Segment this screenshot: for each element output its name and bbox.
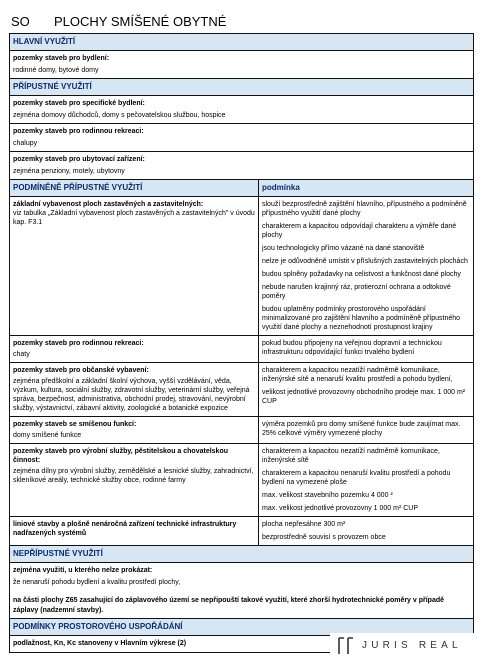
logo-text: JURIS REAL bbox=[362, 640, 462, 651]
conditional-use-label: liniové stavby a plošně nenáročná zařízení technické infrastruktury nadřazených systémů bbox=[13, 521, 237, 537]
conditional-use-cell bbox=[10, 444, 259, 516]
condition-text: charakterem a kapacitou nezatíží nadměrně komunikace, inženýrské sítě bbox=[262, 448, 440, 464]
prohibited-use-text: že nenaruší pohodu bydlení a kvalitu prostředí plochy, bbox=[13, 578, 181, 586]
prohibited-use-block bbox=[9, 563, 474, 619]
condition-cell bbox=[259, 417, 473, 443]
condition-cell bbox=[259, 517, 473, 545]
conditional-use-text: viz tabulka „Základní vybavenost ploch zastavěných a zastavitelných" v úvodu kap. F3.1 bbox=[13, 210, 255, 226]
condition-text: charakterem a kapacitou nenaruší kvalitu prostředí a pohodu bydlení na vymezené ploše bbox=[262, 470, 451, 486]
main-use-label: pozemky staveb pro bydlení: bbox=[13, 55, 110, 62]
condition-text: jsou technologicky přímo vázané na dané stanoviště bbox=[262, 245, 425, 252]
permitted-use-item bbox=[9, 152, 474, 180]
conditional-use-cell bbox=[10, 197, 259, 335]
conditional-use-label: základní vybavenost ploch zastavěných a zastavitelných: bbox=[13, 201, 204, 208]
permitted-use-label: pozemky staveb pro rodinnou rekreaci: bbox=[13, 128, 144, 135]
condition-text: max. velikost stavebního pozemku 4 000 ² bbox=[262, 492, 393, 499]
permitted-use-text: chalupy bbox=[13, 139, 38, 147]
condition-text: budou uplatněny podmínky prostorového uspořádání minimalizované pro zajištění hlavního a podmíněně přípustného využití dané plochy a neznehodnotí prostupnost krajiny bbox=[262, 306, 461, 331]
conditional-use-row bbox=[9, 517, 474, 546]
conditional-use-text: chaty bbox=[13, 351, 30, 358]
condition-text: charakterem a kapacitou nezatíží nadměrně komunikace, inženýrské sítě a nenaruší kvalitu prostředí a pohodu bydlení, bbox=[262, 367, 453, 383]
conditional-use-row bbox=[9, 363, 474, 417]
main-use-block bbox=[9, 51, 474, 79]
conditional-use-label: pozemky staveb pro výrobní služby, pěstitelskou a chovatelskou činnost: bbox=[13, 448, 228, 464]
condition-cell bbox=[259, 363, 473, 416]
condition-text: nebude narušen krajinný ráz, protierozní ochrana a odtokové poměry bbox=[262, 284, 451, 300]
conditional-use-row bbox=[9, 336, 474, 363]
condition-text: charakterem a kapacitou odpovídají charakteru a výměře dané plochy bbox=[262, 223, 457, 239]
conditional-use-heading: PODMÍNĚNĚ PŘÍPUSTNÉ VYUŽITÍ bbox=[10, 180, 259, 196]
condition-cell bbox=[259, 336, 473, 362]
conditional-use-label: pozemky staveb pro rodinnou rekreaci: bbox=[13, 340, 144, 347]
page-header bbox=[9, 12, 474, 32]
conditional-use-cell bbox=[10, 417, 259, 443]
permitted-use-text: zejména domovy důchodců, domy s pečovatelskou službou, hospice bbox=[13, 111, 226, 119]
plot-title: PLOCHY SMÍŠENÉ OBYTNÉ bbox=[54, 14, 227, 29]
plot-code: SO bbox=[11, 14, 30, 29]
permitted-use-item bbox=[9, 96, 474, 124]
section-heading-prohibited-use: NEPŘÍPUSTNÉ VYUŽITÍ bbox=[9, 546, 474, 563]
section-heading-spatial-conditions: PODMÍNKY PROSTOROVÉHO USPOŘÁDÁNÍ bbox=[9, 619, 474, 636]
conditional-use-cell bbox=[10, 336, 259, 362]
logo-mark-icon bbox=[336, 636, 356, 656]
prohibited-use-label: zejména využití, u kterého nelze prokázat: bbox=[13, 567, 153, 574]
company-logo bbox=[330, 633, 475, 659]
conditional-use-text: domy smíšené funkce bbox=[13, 432, 82, 439]
conditional-use-label: pozemky staveb pro občanské vybavení: bbox=[13, 367, 149, 374]
permitted-use-label: pozemky staveb pro specifické bydlení: bbox=[13, 100, 145, 107]
prohibited-use-note: na části plochy Z65 zasahující do záplavového území se nepřipouští takové využití, které zhorší hydrotechnické poměry v případě záplavy (nadzemní stavby). bbox=[13, 597, 445, 614]
condition-text: plocha nepřesáhne 300 m² bbox=[262, 521, 346, 528]
conditional-use-row bbox=[9, 444, 474, 517]
condition-text: pokud budou připojeny na veřejnou dopravní a technickou infrastrukturu odpovídající funkci trvalého bydlení bbox=[262, 340, 442, 356]
conditional-use-text: zejména předškolní a základní školní výchova, vyšší vzdělávání, věda, výzkum, kultura, sociální služby, zdravotní služby, veterinární služby, veřejná správa, bezpečnost, administrativa, obchodní prodej, stravování, nevýrobní služby, výstavnictví, zábavní aktivity, zoologické a botanické expozice bbox=[13, 378, 250, 412]
conditional-use-row bbox=[9, 197, 474, 336]
conditional-use-row bbox=[9, 417, 474, 444]
condition-text: bezprostředně souvisí s provozem obce bbox=[262, 534, 386, 541]
condition-text: výměra pozemků pro domy smíšené funkce bude zaujímat max. 25% celkové výměry vymezené plochy bbox=[262, 421, 461, 437]
condition-text: slouží bezprostředně zajištění hlavního, přípustného a podmíněně přípustného využití dané plochy bbox=[262, 201, 467, 217]
permitted-use-item bbox=[9, 124, 474, 152]
main-use-text: rodinné domy, bytové domy bbox=[13, 66, 99, 74]
spatial-conditions-label: podlažnost, Kn, Kc stanoveny v Hlavním výkrese (2) bbox=[13, 640, 187, 647]
condition-text: velikost jednotlivé provozovny obchodního prodeje max. 1 000 m² CUP bbox=[262, 389, 466, 405]
conditional-use-label: pozemky staveb se smíšenou funkcí: bbox=[13, 421, 137, 428]
conditional-use-heading-row bbox=[9, 180, 474, 197]
permitted-use-label: pozemky staveb pro ubytovací zařízení: bbox=[13, 156, 145, 163]
condition-text: nelze je odůvodněně umístit v příslušných zastavitelných plochách bbox=[262, 258, 468, 265]
condition-text: budou splněny požadavky na celistvost a funkčnost dané plochy bbox=[262, 271, 461, 278]
condition-cell bbox=[259, 444, 473, 516]
section-heading-permitted-use: PŘÍPUSTNÉ VYUŽITÍ bbox=[9, 79, 474, 96]
condition-cell bbox=[259, 197, 473, 335]
condition-text: max. velikost jednotlivé provozovny 1 000 m² CUP bbox=[262, 505, 419, 512]
conditional-use-cell bbox=[10, 517, 259, 545]
regulation-table bbox=[9, 33, 474, 653]
section-heading-main-use: HLAVNÍ VYUŽITÍ bbox=[9, 34, 474, 51]
conditional-use-text: zejména dílny pro výrobní služby, zemědělské a lesnické služby, zahradnictví, skleníkové areály, technické služby obce, rodinné farmy bbox=[13, 468, 254, 484]
condition-heading: podmínka bbox=[259, 180, 473, 196]
permitted-use-text: zejména penziony, motely, ubytovny bbox=[13, 167, 125, 175]
conditional-use-cell bbox=[10, 363, 259, 416]
